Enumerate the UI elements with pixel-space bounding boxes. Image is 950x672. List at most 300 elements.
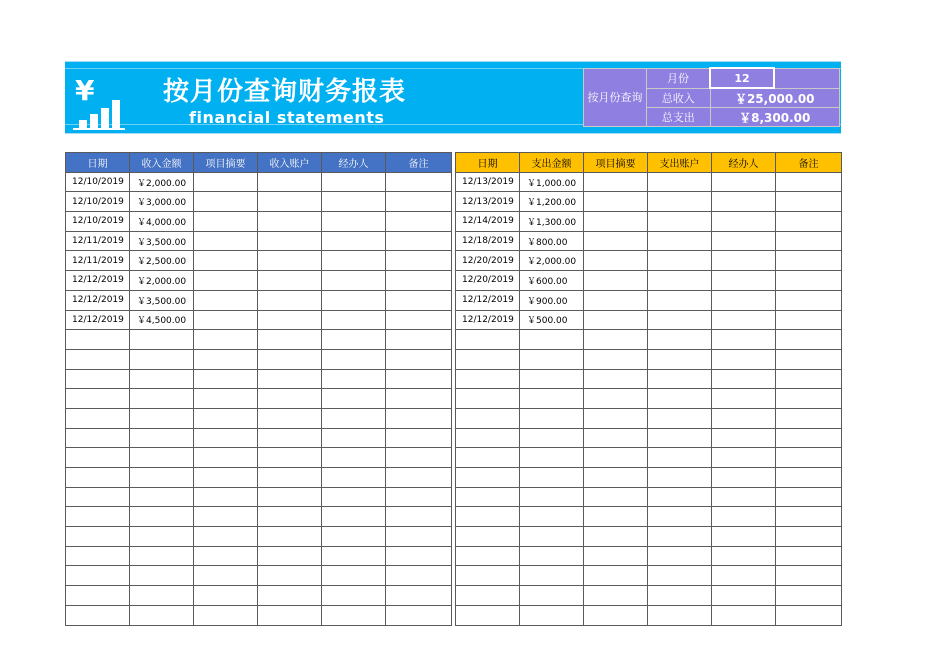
table-cell[interactable] — [456, 408, 520, 428]
table-cell[interactable] — [322, 251, 386, 271]
table-cell[interactable] — [386, 290, 452, 310]
table-cell[interactable] — [584, 605, 648, 625]
table-cell[interactable] — [194, 468, 258, 488]
table-cell[interactable] — [712, 172, 776, 192]
table-cell[interactable] — [776, 212, 842, 232]
table-cell[interactable] — [456, 566, 520, 586]
table-cell[interactable] — [712, 428, 776, 448]
table-cell[interactable] — [712, 468, 776, 488]
table-cell[interactable] — [648, 448, 712, 468]
table-cell[interactable] — [520, 448, 584, 468]
table-cell[interactable] — [66, 448, 130, 468]
table-cell[interactable] — [776, 408, 842, 428]
table-cell[interactable]: 12/11/2019 — [66, 231, 130, 251]
table-cell[interactable] — [386, 231, 452, 251]
table-row — [456, 192, 842, 212]
table-cell[interactable] — [258, 369, 322, 389]
income-col-header: 收入金额 — [130, 153, 194, 173]
table-cell[interactable] — [456, 389, 520, 409]
table-cell[interactable] — [712, 231, 776, 251]
table-cell[interactable] — [776, 546, 842, 566]
table-cell[interactable] — [258, 192, 322, 212]
table-cell[interactable] — [66, 408, 130, 428]
table-row — [66, 605, 452, 625]
table-cell[interactable] — [258, 487, 322, 507]
table-row — [456, 586, 842, 606]
table-cell[interactable] — [194, 369, 258, 389]
table-cell[interactable] — [648, 389, 712, 409]
table-cell[interactable] — [386, 605, 452, 625]
table-cell[interactable] — [584, 172, 648, 192]
table-cell[interactable] — [520, 605, 584, 625]
table-cell[interactable] — [386, 330, 452, 350]
table-cell[interactable] — [712, 487, 776, 507]
table-row — [456, 468, 842, 488]
table-cell[interactable] — [194, 546, 258, 566]
table-cell[interactable]: 12/10/2019 — [66, 192, 130, 212]
table-cell[interactable]: ￥2,000.00 — [130, 271, 194, 291]
table-cell[interactable] — [258, 212, 322, 232]
table-cell[interactable]: ￥2,000.00 — [520, 251, 584, 271]
table-cell[interactable]: 12/12/2019 — [456, 290, 520, 310]
table-cell[interactable] — [456, 527, 520, 547]
table-cell[interactable] — [194, 527, 258, 547]
month-query-panel — [583, 67, 840, 127]
table-cell[interactable] — [520, 389, 584, 409]
table-cell[interactable] — [584, 290, 648, 310]
table-cell[interactable] — [322, 507, 386, 527]
table-cell[interactable] — [130, 487, 194, 507]
table-cell[interactable] — [584, 468, 648, 488]
table-cell[interactable] — [322, 408, 386, 428]
table-cell[interactable] — [258, 310, 322, 330]
table-cell[interactable] — [66, 369, 130, 389]
table-cell[interactable] — [258, 251, 322, 271]
table-cell[interactable] — [648, 290, 712, 310]
table-cell[interactable] — [194, 251, 258, 271]
table-cell[interactable] — [130, 527, 194, 547]
table-cell[interactable] — [648, 172, 712, 192]
table-cell[interactable] — [130, 566, 194, 586]
table-cell[interactable]: ￥500.00 — [520, 310, 584, 330]
table-cell[interactable]: 12/12/2019 — [66, 290, 130, 310]
table-cell[interactable] — [520, 487, 584, 507]
table-cell[interactable] — [648, 231, 712, 251]
total-expense-label: 总支出 — [647, 108, 711, 127]
table-cell[interactable] — [456, 487, 520, 507]
table-cell[interactable]: 12/11/2019 — [66, 251, 130, 271]
table-cell[interactable] — [386, 507, 452, 527]
table-cell[interactable] — [386, 349, 452, 369]
table-cell[interactable] — [258, 290, 322, 310]
table-cell[interactable] — [584, 369, 648, 389]
table-cell[interactable] — [386, 546, 452, 566]
finance-chart-icon — [73, 72, 133, 130]
table-cell[interactable] — [648, 468, 712, 488]
table-cell[interactable] — [386, 212, 452, 232]
table-cell[interactable] — [648, 408, 712, 428]
table-row — [66, 192, 452, 212]
table-cell[interactable] — [130, 507, 194, 527]
table-cell[interactable] — [712, 290, 776, 310]
table-cell[interactable] — [322, 310, 386, 330]
table-cell[interactable] — [322, 271, 386, 291]
table-cell[interactable] — [712, 507, 776, 527]
table-cell[interactable] — [194, 231, 258, 251]
table-cell[interactable] — [194, 330, 258, 350]
page-title: 按月份查询财务报表 — [163, 77, 407, 107]
table-cell[interactable]: ￥4,000.00 — [130, 212, 194, 232]
table-cell[interactable] — [648, 369, 712, 389]
table-cell[interactable] — [584, 251, 648, 271]
table-cell[interactable]: ￥4,500.00 — [130, 310, 194, 330]
table-cell[interactable] — [520, 527, 584, 547]
table-cell[interactable] — [386, 487, 452, 507]
table-cell[interactable] — [456, 546, 520, 566]
table-cell[interactable]: ￥1,300.00 — [520, 212, 584, 232]
table-cell[interactable] — [648, 192, 712, 212]
table-cell[interactable] — [648, 271, 712, 291]
table-cell[interactable] — [648, 212, 712, 232]
table-cell[interactable] — [66, 389, 130, 409]
table-cell[interactable] — [258, 546, 322, 566]
table-cell[interactable] — [194, 290, 258, 310]
table-cell[interactable] — [776, 192, 842, 212]
month-input[interactable]: 12 — [710, 68, 774, 88]
table-cell[interactable] — [712, 586, 776, 606]
table-cell[interactable] — [258, 408, 322, 428]
table-cell[interactable] — [258, 428, 322, 448]
table-cell[interactable] — [194, 389, 258, 409]
table-cell[interactable] — [322, 212, 386, 232]
table-cell[interactable] — [322, 566, 386, 586]
table-cell[interactable] — [456, 428, 520, 448]
table-cell[interactable] — [66, 546, 130, 566]
table-cell[interactable] — [66, 605, 130, 625]
table-cell[interactable]: 12/20/2019 — [456, 271, 520, 291]
table-cell[interactable] — [194, 507, 258, 527]
table-cell[interactable] — [584, 408, 648, 428]
table-cell[interactable] — [258, 271, 322, 291]
table-cell[interactable] — [194, 566, 258, 586]
table-cell[interactable] — [194, 487, 258, 507]
table-cell[interactable]: ￥2,500.00 — [130, 251, 194, 271]
table-cell[interactable] — [258, 448, 322, 468]
table-cell[interactable] — [456, 586, 520, 606]
table-cell[interactable] — [712, 448, 776, 468]
table-cell[interactable]: ￥600.00 — [520, 271, 584, 291]
table-cell[interactable] — [776, 271, 842, 291]
table-cell[interactable] — [130, 330, 194, 350]
table-cell[interactable] — [386, 251, 452, 271]
table-cell[interactable] — [322, 192, 386, 212]
table-cell[interactable] — [194, 428, 258, 448]
table-cell[interactable] — [776, 310, 842, 330]
table-cell[interactable] — [322, 231, 386, 251]
table-cell[interactable] — [322, 448, 386, 468]
table-cell[interactable] — [584, 310, 648, 330]
table-cell[interactable]: 12/12/2019 — [66, 271, 130, 291]
table-cell[interactable] — [712, 310, 776, 330]
table-cell[interactable]: ￥800.00 — [520, 231, 584, 251]
table-cell[interactable] — [648, 586, 712, 606]
table-cell[interactable] — [322, 468, 386, 488]
table-cell[interactable] — [584, 507, 648, 527]
table-cell[interactable]: 12/10/2019 — [66, 172, 130, 192]
table-cell[interactable] — [66, 527, 130, 547]
table-cell[interactable] — [776, 507, 842, 527]
table-cell[interactable] — [776, 369, 842, 389]
table-cell[interactable] — [712, 546, 776, 566]
table-cell[interactable] — [584, 546, 648, 566]
table-row — [66, 527, 452, 547]
table-cell[interactable] — [130, 546, 194, 566]
table-cell[interactable] — [520, 408, 584, 428]
table-cell[interactable] — [776, 389, 842, 409]
table-cell[interactable] — [776, 487, 842, 507]
table-cell[interactable] — [712, 605, 776, 625]
table-cell[interactable] — [712, 212, 776, 232]
table-cell[interactable] — [456, 330, 520, 350]
table-cell[interactable] — [66, 507, 130, 527]
table-cell[interactable] — [584, 349, 648, 369]
table-cell[interactable] — [194, 212, 258, 232]
table-cell[interactable] — [258, 231, 322, 251]
table-cell[interactable] — [258, 349, 322, 369]
table-cell[interactable] — [712, 369, 776, 389]
table-cell[interactable] — [194, 349, 258, 369]
table-cell[interactable] — [66, 586, 130, 606]
table-cell[interactable] — [648, 527, 712, 547]
table-cell[interactable] — [584, 428, 648, 448]
table-cell[interactable] — [386, 172, 452, 192]
table-cell[interactable] — [386, 428, 452, 448]
table-cell[interactable]: ￥1,200.00 — [520, 192, 584, 212]
table-cell[interactable] — [776, 251, 842, 271]
table-cell[interactable] — [712, 251, 776, 271]
table-cell[interactable] — [584, 231, 648, 251]
table-cell[interactable] — [322, 586, 386, 606]
table-cell[interactable] — [776, 349, 842, 369]
table-cell[interactable] — [322, 605, 386, 625]
table-cell[interactable] — [258, 389, 322, 409]
table-cell[interactable] — [456, 349, 520, 369]
table-cell[interactable]: 12/12/2019 — [456, 310, 520, 330]
table-cell[interactable]: 12/18/2019 — [456, 231, 520, 251]
table-cell[interactable] — [386, 310, 452, 330]
table-cell[interactable] — [776, 605, 842, 625]
table-cell[interactable] — [66, 566, 130, 586]
table-cell[interactable] — [66, 330, 130, 350]
table-cell[interactable] — [520, 349, 584, 369]
table-cell[interactable] — [386, 586, 452, 606]
income-col-header: 经办人 — [322, 153, 386, 173]
table-cell[interactable] — [520, 428, 584, 448]
table-cell[interactable] — [776, 172, 842, 192]
table-cell[interactable] — [258, 586, 322, 606]
table-cell[interactable] — [584, 586, 648, 606]
table-cell[interactable] — [456, 369, 520, 389]
table-cell[interactable] — [258, 527, 322, 547]
table-cell[interactable] — [776, 468, 842, 488]
table-cell[interactable] — [386, 566, 452, 586]
table-row — [66, 310, 452, 330]
table-cell[interactable]: ￥3,000.00 — [130, 192, 194, 212]
table-cell[interactable] — [386, 271, 452, 291]
table-cell[interactable]: 12/20/2019 — [456, 251, 520, 271]
table-cell[interactable]: 12/13/2019 — [456, 192, 520, 212]
table-cell[interactable] — [712, 566, 776, 586]
table-cell[interactable] — [322, 428, 386, 448]
table-cell[interactable]: ￥900.00 — [520, 290, 584, 310]
table-cell[interactable] — [258, 172, 322, 192]
table-cell[interactable] — [456, 468, 520, 488]
table-cell[interactable] — [130, 349, 194, 369]
table-cell[interactable] — [194, 172, 258, 192]
table-cell[interactable] — [584, 487, 648, 507]
table-cell[interactable] — [130, 408, 194, 428]
table-cell[interactable]: ￥1,000.00 — [520, 172, 584, 192]
table-cell[interactable] — [322, 290, 386, 310]
table-cell[interactable] — [648, 428, 712, 448]
table-cell[interactable] — [712, 330, 776, 350]
table-cell[interactable] — [520, 566, 584, 586]
table-row — [66, 586, 452, 606]
table-cell[interactable] — [520, 369, 584, 389]
table-cell[interactable] — [194, 408, 258, 428]
table-row — [66, 389, 452, 409]
table-cell[interactable] — [584, 527, 648, 547]
table-cell[interactable] — [322, 330, 386, 350]
table-cell[interactable] — [712, 527, 776, 547]
table-cell[interactable] — [258, 468, 322, 488]
table-cell[interactable] — [130, 428, 194, 448]
table-cell[interactable] — [776, 586, 842, 606]
income-col-header: 收入账户 — [258, 153, 322, 173]
table-cell[interactable] — [322, 487, 386, 507]
table-cell[interactable] — [456, 448, 520, 468]
table-cell[interactable] — [258, 566, 322, 586]
table-cell[interactable] — [776, 231, 842, 251]
table-cell[interactable] — [258, 330, 322, 350]
table-cell[interactable] — [386, 527, 452, 547]
table-cell[interactable] — [648, 251, 712, 271]
table-cell[interactable] — [584, 566, 648, 586]
table-cell[interactable] — [584, 448, 648, 468]
table-cell[interactable] — [386, 448, 452, 468]
table-cell[interactable] — [520, 468, 584, 488]
table-row — [456, 546, 842, 566]
table-cell[interactable] — [712, 389, 776, 409]
table-row — [66, 231, 452, 251]
table-cell[interactable] — [130, 389, 194, 409]
table-cell[interactable] — [584, 330, 648, 350]
table-cell[interactable] — [66, 428, 130, 448]
table-cell[interactable]: 12/14/2019 — [456, 212, 520, 232]
table-row — [456, 349, 842, 369]
table-cell[interactable] — [194, 586, 258, 606]
table-cell[interactable] — [648, 546, 712, 566]
table-cell[interactable] — [776, 330, 842, 350]
table-cell[interactable] — [456, 507, 520, 527]
table-cell[interactable] — [456, 605, 520, 625]
table-row — [456, 605, 842, 625]
table-cell[interactable] — [130, 586, 194, 606]
table-cell[interactable]: 12/10/2019 — [66, 212, 130, 232]
table-cell[interactable] — [322, 389, 386, 409]
table-cell[interactable] — [520, 507, 584, 527]
table-cell[interactable] — [322, 527, 386, 547]
table-cell[interactable] — [194, 192, 258, 212]
table-cell[interactable] — [258, 605, 322, 625]
table-cell[interactable] — [648, 566, 712, 586]
table-cell[interactable] — [66, 349, 130, 369]
table-cell[interactable] — [194, 271, 258, 291]
table-cell[interactable] — [258, 507, 322, 527]
table-cell[interactable] — [194, 448, 258, 468]
table-cell[interactable] — [776, 448, 842, 468]
table-cell[interactable] — [712, 192, 776, 212]
table-cell[interactable] — [66, 487, 130, 507]
table-cell[interactable]: 12/13/2019 — [456, 172, 520, 192]
table-cell[interactable] — [648, 487, 712, 507]
table-cell[interactable] — [520, 546, 584, 566]
table-cell[interactable] — [648, 349, 712, 369]
table-cell[interactable] — [776, 527, 842, 547]
table-cell[interactable] — [66, 468, 130, 488]
table-cell[interactable]: ￥3,500.00 — [130, 231, 194, 251]
table-cell[interactable] — [776, 290, 842, 310]
table-row — [456, 389, 842, 409]
table-cell[interactable] — [584, 389, 648, 409]
table-cell[interactable] — [130, 605, 194, 625]
expense-col-header: 备注 — [776, 153, 842, 173]
table-cell[interactable] — [386, 369, 452, 389]
table-cell[interactable]: ￥2,000.00 — [130, 172, 194, 192]
table-cell[interactable] — [322, 349, 386, 369]
table-cell[interactable] — [648, 330, 712, 350]
table-cell[interactable] — [712, 271, 776, 291]
table-cell[interactable] — [712, 349, 776, 369]
table-cell[interactable] — [648, 310, 712, 330]
table-cell[interactable] — [584, 271, 648, 291]
table-cell[interactable] — [322, 369, 386, 389]
table-cell[interactable] — [584, 212, 648, 232]
table-cell[interactable] — [130, 369, 194, 389]
table-cell[interactable] — [584, 192, 648, 212]
table-cell[interactable] — [322, 546, 386, 566]
table-cell[interactable] — [386, 408, 452, 428]
table-cell[interactable] — [776, 428, 842, 448]
table-cell[interactable] — [386, 468, 452, 488]
table-cell[interactable] — [520, 586, 584, 606]
table-cell[interactable] — [520, 330, 584, 350]
table-cell[interactable] — [130, 448, 194, 468]
table-cell[interactable] — [130, 468, 194, 488]
table-row — [456, 507, 842, 527]
table-cell[interactable] — [648, 507, 712, 527]
table-cell[interactable] — [322, 172, 386, 192]
table-cell[interactable] — [386, 389, 452, 409]
table-cell[interactable] — [776, 566, 842, 586]
table-cell[interactable] — [194, 605, 258, 625]
table-cell[interactable] — [194, 310, 258, 330]
table-cell[interactable]: ￥3,500.00 — [130, 290, 194, 310]
table-cell[interactable]: 12/12/2019 — [66, 310, 130, 330]
table-cell[interactable] — [648, 605, 712, 625]
table-cell[interactable] — [386, 192, 452, 212]
table-cell[interactable] — [712, 408, 776, 428]
